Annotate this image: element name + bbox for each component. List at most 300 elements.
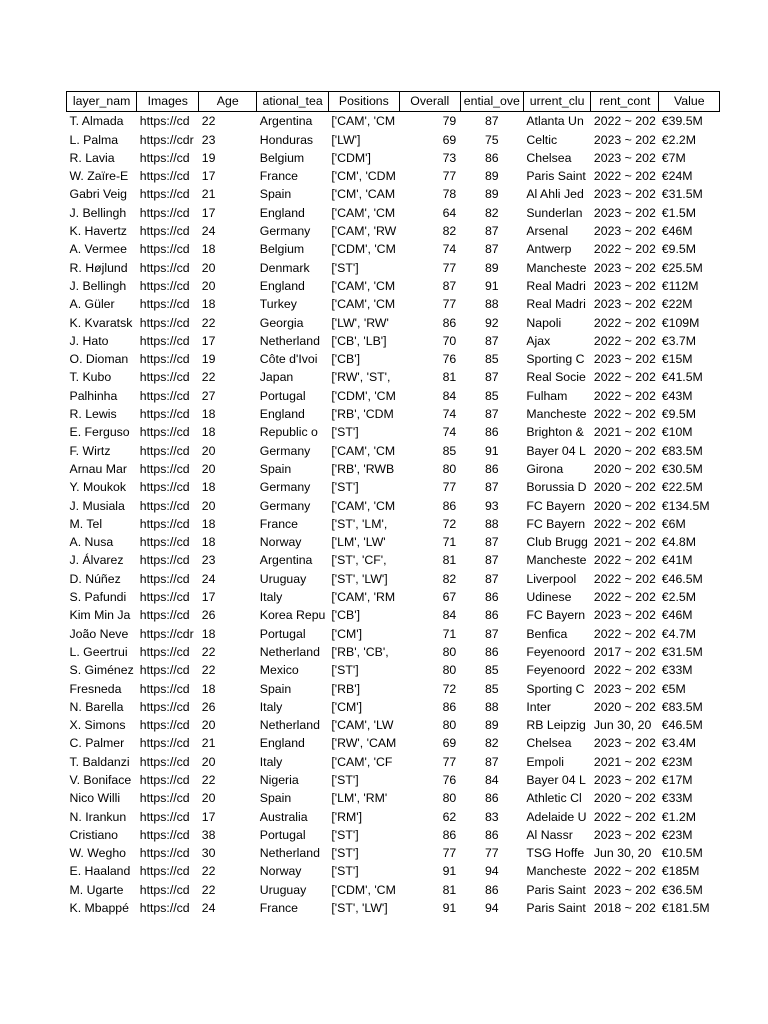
- current-contract-cell[interactable]: 2022 ~ 202: [593, 315, 656, 330]
- potential-overall-cell[interactable]: 87: [484, 535, 499, 550]
- age-cell[interactable]: 22: [201, 772, 216, 787]
- national-team-cell[interactable]: Korea Repu: [259, 608, 326, 623]
- positions-cell[interactable]: ['CAM', 'CM: [331, 443, 396, 458]
- value-cell[interactable]: €112M: [661, 278, 699, 293]
- column-header-player-name[interactable]: layer_nam: [67, 92, 137, 112]
- positions-cell[interactable]: ['RM']: [331, 809, 363, 824]
- player-name-cell[interactable]: L. Geertrui: [69, 644, 128, 659]
- images-cell[interactable]: https://cd: [139, 169, 190, 184]
- positions-cell[interactable]: ['CM', 'CDM: [331, 169, 396, 184]
- positions-cell[interactable]: ['CAM', 'CM: [331, 297, 396, 312]
- national-team-cell[interactable]: Italy: [259, 699, 283, 714]
- age-cell[interactable]: 17: [201, 809, 216, 824]
- images-cell[interactable]: https://cd: [139, 315, 190, 330]
- potential-overall-cell[interactable]: 88: [484, 297, 499, 312]
- images-cell[interactable]: https://cd: [139, 772, 190, 787]
- current-club-cell[interactable]: Adelaide U: [526, 809, 587, 824]
- age-cell[interactable]: 18: [201, 516, 216, 531]
- images-cell[interactable]: https://cd: [139, 718, 190, 733]
- player-name-cell[interactable]: T. Kubo: [69, 370, 112, 385]
- value-cell[interactable]: €46.5M: [661, 718, 703, 733]
- current-club-cell[interactable]: Real Madri: [526, 297, 586, 312]
- current-contract-cell[interactable]: 2022 ~ 202: [593, 114, 656, 129]
- player-name-cell[interactable]: W. Zaïre-E: [69, 169, 129, 184]
- images-cell[interactable]: https://cd: [139, 827, 190, 842]
- positions-cell[interactable]: ['CAM', 'LW: [331, 718, 394, 733]
- column-header-value[interactable]: Value: [659, 92, 720, 112]
- current-club-cell[interactable]: Paris Saint: [526, 882, 586, 897]
- age-cell[interactable]: 20: [201, 278, 216, 293]
- current-club-cell[interactable]: Club Brugg: [526, 535, 588, 550]
- positions-cell[interactable]: ['CAM', 'RW: [331, 224, 397, 239]
- age-cell[interactable]: 22: [201, 315, 216, 330]
- overall-cell[interactable]: 77: [442, 297, 457, 312]
- national-team-cell[interactable]: Spain: [259, 187, 292, 202]
- images-cell[interactable]: https://cd: [139, 663, 190, 678]
- overall-cell[interactable]: 72: [442, 681, 457, 696]
- positions-cell[interactable]: ['ST', 'LW']: [331, 901, 388, 916]
- current-club-cell[interactable]: Al Nassr: [526, 827, 573, 842]
- images-cell[interactable]: https://cd: [139, 846, 190, 861]
- value-cell[interactable]: €33M: [661, 791, 693, 806]
- potential-overall-cell[interactable]: 87: [484, 242, 499, 257]
- age-cell[interactable]: 22: [201, 114, 216, 129]
- value-cell[interactable]: €9.5M: [661, 407, 696, 422]
- current-club-cell[interactable]: Sporting C: [526, 681, 585, 696]
- age-cell[interactable]: 17: [201, 205, 216, 220]
- player-name-cell[interactable]: S. Giménez: [69, 663, 134, 678]
- potential-overall-cell[interactable]: 84: [484, 772, 499, 787]
- potential-overall-cell[interactable]: 93: [484, 498, 499, 513]
- player-name-cell[interactable]: A. Vermee: [69, 242, 127, 257]
- age-cell[interactable]: 24: [201, 901, 216, 916]
- images-cell[interactable]: https://cd: [139, 882, 190, 897]
- overall-cell[interactable]: 69: [442, 736, 457, 751]
- current-contract-cell[interactable]: 2022 ~ 202: [593, 169, 656, 184]
- national-team-cell[interactable]: England: [259, 736, 305, 751]
- column-header-current-club[interactable]: urrent_clu: [523, 92, 591, 112]
- national-team-cell[interactable]: Nigeria: [259, 772, 299, 787]
- positions-cell[interactable]: ['CDM', 'CM: [331, 388, 396, 403]
- national-team-cell[interactable]: England: [259, 407, 305, 422]
- positions-cell[interactable]: ['ST']: [331, 480, 359, 495]
- positions-cell[interactable]: ['CAM', 'CM: [331, 205, 396, 220]
- positions-cell[interactable]: ['CAM', 'CM: [331, 114, 396, 129]
- potential-overall-cell[interactable]: 86: [484, 827, 499, 842]
- column-header-positions[interactable]: Positions: [328, 92, 399, 112]
- age-cell[interactable]: 23: [201, 553, 216, 568]
- age-cell[interactable]: 18: [201, 242, 216, 257]
- overall-cell[interactable]: 78: [442, 187, 457, 202]
- overall-cell[interactable]: 71: [442, 626, 457, 641]
- potential-overall-cell[interactable]: 88: [484, 516, 499, 531]
- overall-cell[interactable]: 84: [442, 388, 457, 403]
- current-contract-cell[interactable]: 2022 ~ 202: [593, 370, 656, 385]
- images-cell[interactable]: https://cd: [139, 571, 190, 586]
- overall-cell[interactable]: 72: [442, 516, 457, 531]
- player-name-cell[interactable]: E. Ferguso: [69, 425, 130, 440]
- age-cell[interactable]: 22: [201, 864, 216, 879]
- age-cell[interactable]: 38: [201, 827, 216, 842]
- current-club-cell[interactable]: Real Madri: [526, 278, 586, 293]
- value-cell[interactable]: €83.5M: [661, 443, 703, 458]
- column-header-images[interactable]: Images: [137, 92, 199, 112]
- value-cell[interactable]: €39.5M: [661, 114, 703, 129]
- positions-cell[interactable]: ['RB', 'RWB: [331, 461, 395, 476]
- potential-overall-cell[interactable]: 82: [484, 205, 499, 220]
- value-cell[interactable]: €3.7M: [661, 333, 696, 348]
- overall-cell[interactable]: 62: [442, 809, 457, 824]
- player-name-cell[interactable]: Fresneda: [69, 681, 122, 696]
- current-contract-cell[interactable]: 2020 ~ 202: [593, 498, 656, 513]
- player-name-cell[interactable]: M. Tel: [69, 516, 103, 531]
- potential-overall-cell[interactable]: 83: [484, 809, 499, 824]
- current-contract-cell[interactable]: 2022 ~ 202: [593, 590, 656, 605]
- value-cell[interactable]: €1.5M: [661, 205, 696, 220]
- age-cell[interactable]: 18: [201, 407, 216, 422]
- images-cell[interactable]: https://cd: [139, 333, 190, 348]
- age-cell[interactable]: 21: [201, 187, 216, 202]
- positions-cell[interactable]: ['ST', 'LW']: [331, 571, 388, 586]
- images-cell[interactable]: https://cd: [139, 443, 190, 458]
- national-team-cell[interactable]: Belgium: [259, 242, 305, 257]
- national-team-cell[interactable]: Côte d'Ivoi: [259, 352, 318, 367]
- images-cell[interactable]: https://cd: [139, 205, 190, 220]
- positions-cell[interactable]: ['RB', 'CDM: [331, 407, 394, 422]
- current-club-cell[interactable]: Paris Saint: [526, 901, 586, 916]
- current-contract-cell[interactable]: 2023 ~ 202: [593, 187, 656, 202]
- national-team-cell[interactable]: France: [259, 169, 299, 184]
- player-name-cell[interactable]: K. Kvaratsk: [69, 315, 133, 330]
- images-cell[interactable]: https://cd: [139, 590, 190, 605]
- age-cell[interactable]: 20: [201, 498, 216, 513]
- column-header-overall[interactable]: Overall: [399, 92, 460, 112]
- current-contract-cell[interactable]: 2022 ~ 202: [593, 663, 656, 678]
- player-name-cell[interactable]: A. Nusa: [69, 535, 114, 550]
- current-club-cell[interactable]: FC Bayern: [526, 608, 586, 623]
- national-team-cell[interactable]: England: [259, 278, 305, 293]
- age-cell[interactable]: 20: [201, 461, 216, 476]
- value-cell[interactable]: €185M: [661, 864, 700, 879]
- potential-overall-cell[interactable]: 86: [484, 590, 499, 605]
- overall-cell[interactable]: 84: [442, 608, 457, 623]
- value-cell[interactable]: €10.5M: [661, 846, 703, 861]
- player-name-cell[interactable]: L. Palma: [69, 132, 119, 147]
- age-cell[interactable]: 20: [201, 260, 216, 275]
- images-cell[interactable]: https://cd: [139, 516, 190, 531]
- player-name-cell[interactable]: Kim Min Ja: [69, 608, 131, 623]
- age-cell[interactable]: 17: [201, 590, 216, 605]
- positions-cell[interactable]: ['RB']: [331, 681, 361, 696]
- value-cell[interactable]: €2.5M: [661, 590, 696, 605]
- overall-cell[interactable]: 74: [442, 407, 457, 422]
- positions-cell[interactable]: ['ST', 'CF',: [331, 553, 387, 568]
- age-cell[interactable]: 21: [201, 736, 216, 751]
- current-contract-cell[interactable]: 2023 ~ 202: [593, 132, 656, 147]
- images-cell[interactable]: https://cd: [139, 901, 190, 916]
- player-name-cell[interactable]: J. Álvarez: [69, 553, 124, 568]
- images-cell[interactable]: https://cd: [139, 553, 190, 568]
- national-team-cell[interactable]: Italy: [259, 590, 283, 605]
- overall-cell[interactable]: 80: [442, 791, 457, 806]
- potential-overall-cell[interactable]: 94: [484, 901, 499, 916]
- positions-cell[interactable]: ['ST']: [331, 864, 359, 879]
- national-team-cell[interactable]: France: [259, 516, 299, 531]
- national-team-cell[interactable]: Netherland: [259, 846, 320, 861]
- age-cell[interactable]: 26: [201, 699, 216, 714]
- player-name-cell[interactable]: J. Bellingh: [69, 278, 127, 293]
- current-contract-cell[interactable]: 2023 ~ 202: [593, 352, 656, 367]
- current-contract-cell[interactable]: 2022 ~ 202: [593, 516, 656, 531]
- current-contract-cell[interactable]: 2023 ~ 202: [593, 150, 656, 165]
- player-name-cell[interactable]: R. Lewis: [69, 407, 117, 422]
- player-name-cell[interactable]: R. Højlund: [69, 260, 128, 275]
- national-team-cell[interactable]: England: [259, 205, 305, 220]
- potential-overall-cell[interactable]: 85: [484, 352, 499, 367]
- overall-cell[interactable]: 81: [442, 370, 457, 385]
- potential-overall-cell[interactable]: 85: [484, 681, 499, 696]
- potential-overall-cell[interactable]: 94: [484, 864, 499, 879]
- positions-cell[interactable]: ['CM']: [331, 699, 363, 714]
- value-cell[interactable]: €41.5M: [661, 370, 703, 385]
- positions-cell[interactable]: ['ST']: [331, 772, 359, 787]
- images-cell[interactable]: https://cdr: [139, 626, 194, 641]
- images-cell[interactable]: https://cd: [139, 150, 190, 165]
- age-cell[interactable]: 22: [201, 663, 216, 678]
- player-name-cell[interactable]: Gabri Veig: [69, 187, 127, 202]
- images-cell[interactable]: https://cd: [139, 480, 190, 495]
- current-contract-cell[interactable]: 2020 ~ 202: [593, 461, 656, 476]
- positions-cell[interactable]: ['RW', 'CAM: [331, 736, 397, 751]
- current-club-cell[interactable]: Arsenal: [526, 224, 569, 239]
- national-team-cell[interactable]: Honduras: [259, 132, 314, 147]
- column-header-national-team[interactable]: ational_tea: [257, 92, 329, 112]
- current-club-cell[interactable]: Al Ahli Jed: [526, 187, 584, 202]
- player-name-cell[interactable]: N. Irankun: [69, 809, 127, 824]
- current-club-cell[interactable]: Mancheste: [526, 553, 587, 568]
- positions-cell[interactable]: ['ST']: [331, 425, 359, 440]
- current-contract-cell[interactable]: 2023 ~ 202: [593, 608, 656, 623]
- images-cell[interactable]: https://cd: [139, 242, 190, 257]
- current-club-cell[interactable]: TSG Hoffe: [526, 846, 585, 861]
- national-team-cell[interactable]: Uruguay: [259, 882, 307, 897]
- national-team-cell[interactable]: Spain: [259, 791, 292, 806]
- images-cell[interactable]: https://cd: [139, 699, 190, 714]
- overall-cell[interactable]: 82: [442, 224, 457, 239]
- current-club-cell[interactable]: Ajax: [526, 333, 551, 348]
- value-cell[interactable]: €6M: [661, 516, 686, 531]
- images-cell[interactable]: https://cd: [139, 736, 190, 751]
- images-cell[interactable]: https://cd: [139, 681, 190, 696]
- age-cell[interactable]: 19: [201, 352, 216, 367]
- images-cell[interactable]: https://cdr: [139, 132, 194, 147]
- images-cell[interactable]: https://cd: [139, 187, 190, 202]
- value-cell[interactable]: €5M: [661, 681, 686, 696]
- national-team-cell[interactable]: France: [259, 901, 299, 916]
- overall-cell[interactable]: 73: [442, 150, 457, 165]
- national-team-cell[interactable]: Germany: [259, 480, 311, 495]
- current-contract-cell[interactable]: 2022 ~ 202: [593, 407, 656, 422]
- potential-overall-cell[interactable]: 87: [484, 224, 499, 239]
- positions-cell[interactable]: ['ST']: [331, 260, 359, 275]
- current-club-cell[interactable]: Atlanta Un: [526, 114, 584, 129]
- current-club-cell[interactable]: Sunderlan: [526, 205, 583, 220]
- current-club-cell[interactable]: Chelsea: [526, 150, 572, 165]
- player-name-cell[interactable]: W. Wegho: [69, 846, 127, 861]
- age-cell[interactable]: 18: [201, 626, 216, 641]
- images-cell[interactable]: https://cd: [139, 535, 190, 550]
- current-contract-cell[interactable]: 2017 ~ 202: [593, 644, 656, 659]
- player-name-cell[interactable]: M. Ugarte: [69, 882, 124, 897]
- national-team-cell[interactable]: Uruguay: [259, 571, 307, 586]
- current-contract-cell[interactable]: 2021 ~ 202: [593, 535, 656, 550]
- overall-cell[interactable]: 77: [442, 169, 457, 184]
- player-name-cell[interactable]: Cristiano: [69, 827, 119, 842]
- potential-overall-cell[interactable]: 86: [484, 150, 499, 165]
- national-team-cell[interactable]: Japan: [259, 370, 294, 385]
- player-name-cell[interactable]: R. Lavia: [69, 150, 115, 165]
- potential-overall-cell[interactable]: 87: [484, 480, 499, 495]
- value-cell[interactable]: €46M: [661, 608, 693, 623]
- positions-cell[interactable]: ['LM', 'RM': [331, 791, 388, 806]
- current-contract-cell[interactable]: 2021 ~ 202: [593, 425, 656, 440]
- age-cell[interactable]: 18: [201, 480, 216, 495]
- images-cell[interactable]: https://cd: [139, 809, 190, 824]
- potential-overall-cell[interactable]: 82: [484, 736, 499, 751]
- overall-cell[interactable]: 80: [442, 644, 457, 659]
- column-header-potential-overall[interactable]: ential_ove: [460, 92, 523, 112]
- overall-cell[interactable]: 82: [442, 571, 457, 586]
- national-team-cell[interactable]: Portugal: [259, 388, 306, 403]
- national-team-cell[interactable]: Spain: [259, 681, 292, 696]
- overall-cell[interactable]: 91: [442, 864, 457, 879]
- value-cell[interactable]: €25.5M: [661, 260, 703, 275]
- age-cell[interactable]: 18: [201, 425, 216, 440]
- current-contract-cell[interactable]: 2020 ~ 202: [593, 480, 656, 495]
- positions-cell[interactable]: ['CB']: [331, 352, 361, 367]
- current-club-cell[interactable]: Fulham: [526, 388, 568, 403]
- column-header-age[interactable]: Age: [199, 92, 257, 112]
- images-cell[interactable]: https://cd: [139, 425, 190, 440]
- national-team-cell[interactable]: Italy: [259, 754, 283, 769]
- current-contract-cell[interactable]: 2020 ~ 202: [593, 443, 656, 458]
- national-team-cell[interactable]: Portugal: [259, 827, 306, 842]
- overall-cell[interactable]: 80: [442, 718, 457, 733]
- value-cell[interactable]: €23M: [661, 754, 693, 769]
- images-cell[interactable]: https://cd: [139, 407, 190, 422]
- current-club-cell[interactable]: RB Leipzig: [526, 718, 586, 733]
- potential-overall-cell[interactable]: 86: [484, 791, 499, 806]
- age-cell[interactable]: 17: [201, 333, 216, 348]
- images-cell[interactable]: https://cd: [139, 352, 190, 367]
- national-team-cell[interactable]: Norway: [259, 864, 302, 879]
- positions-cell[interactable]: ['CB', 'LB']: [331, 333, 387, 348]
- positions-cell[interactable]: ['RW', 'ST',: [331, 370, 391, 385]
- player-name-cell[interactable]: V. Boniface: [69, 772, 132, 787]
- current-contract-cell[interactable]: 2023 ~ 202: [593, 882, 656, 897]
- current-contract-cell[interactable]: 2023 ~ 202: [593, 278, 656, 293]
- overall-cell[interactable]: 71: [442, 535, 457, 550]
- overall-cell[interactable]: 64: [442, 205, 457, 220]
- current-contract-cell[interactable]: 2023 ~ 202: [593, 736, 656, 751]
- potential-overall-cell[interactable]: 87: [484, 370, 499, 385]
- potential-overall-cell[interactable]: 87: [484, 333, 499, 348]
- overall-cell[interactable]: 81: [442, 882, 457, 897]
- current-contract-cell[interactable]: 2022 ~ 202: [593, 388, 656, 403]
- potential-overall-cell[interactable]: 75: [484, 132, 499, 147]
- player-name-cell[interactable]: Palhinha: [69, 388, 118, 403]
- potential-overall-cell[interactable]: 87: [484, 553, 499, 568]
- value-cell[interactable]: €109M: [661, 315, 700, 330]
- potential-overall-cell[interactable]: 87: [484, 114, 499, 129]
- current-contract-cell[interactable]: 2022 ~ 202: [593, 571, 656, 586]
- overall-cell[interactable]: 80: [442, 461, 457, 476]
- current-contract-cell[interactable]: 2020 ~ 202: [593, 699, 656, 714]
- current-club-cell[interactable]: Brighton &: [526, 425, 584, 440]
- current-club-cell[interactable]: Chelsea: [526, 736, 572, 751]
- value-cell[interactable]: €3.4M: [661, 736, 696, 751]
- current-contract-cell[interactable]: 2023 ~ 202: [593, 827, 656, 842]
- potential-overall-cell[interactable]: 91: [484, 443, 499, 458]
- value-cell[interactable]: €4.7M: [661, 626, 696, 641]
- player-name-cell[interactable]: T. Baldanzi: [69, 754, 130, 769]
- player-name-cell[interactable]: K. Havertz: [69, 224, 127, 239]
- player-name-cell[interactable]: T. Almada: [69, 114, 124, 129]
- potential-overall-cell[interactable]: 89: [484, 169, 499, 184]
- value-cell[interactable]: €181.5M: [661, 901, 710, 916]
- images-cell[interactable]: https://cd: [139, 864, 190, 879]
- overall-cell[interactable]: 77: [442, 846, 457, 861]
- national-team-cell[interactable]: Mexico: [259, 663, 299, 678]
- images-cell[interactable]: https://cd: [139, 370, 190, 385]
- images-cell[interactable]: https://cd: [139, 791, 190, 806]
- age-cell[interactable]: 19: [201, 150, 216, 165]
- national-team-cell[interactable]: Germany: [259, 224, 311, 239]
- current-contract-cell[interactable]: 2022 ~ 202: [593, 864, 656, 879]
- national-team-cell[interactable]: Australia: [259, 809, 308, 824]
- player-name-cell[interactable]: Y. Moukok: [69, 480, 127, 495]
- player-name-cell[interactable]: E. Haaland: [69, 864, 131, 879]
- positions-cell[interactable]: ['CDM']: [331, 150, 371, 165]
- positions-cell[interactable]: ['CAM', 'RM: [331, 590, 396, 605]
- age-cell[interactable]: 20: [201, 754, 216, 769]
- age-cell[interactable]: 24: [201, 571, 216, 586]
- age-cell[interactable]: 30: [201, 846, 216, 861]
- current-club-cell[interactable]: Antwerp: [526, 242, 572, 257]
- current-contract-cell[interactable]: 2021 ~ 202: [593, 754, 656, 769]
- positions-cell[interactable]: ['CAM', 'CM: [331, 498, 396, 513]
- value-cell[interactable]: €43M: [661, 388, 693, 403]
- age-cell[interactable]: 22: [201, 882, 216, 897]
- national-team-cell[interactable]: Belgium: [259, 150, 305, 165]
- value-cell[interactable]: €17M: [661, 772, 693, 787]
- positions-cell[interactable]: ['LM', 'LW': [331, 535, 386, 550]
- potential-overall-cell[interactable]: 92: [484, 315, 499, 330]
- age-cell[interactable]: 20: [201, 791, 216, 806]
- current-contract-cell[interactable]: 2022 ~ 202: [593, 809, 656, 824]
- current-club-cell[interactable]: Real Socie: [526, 370, 586, 385]
- images-cell[interactable]: https://cd: [139, 388, 190, 403]
- positions-cell[interactable]: ['CM', 'CAM: [331, 187, 396, 202]
- current-club-cell[interactable]: Udinese: [526, 590, 572, 605]
- age-cell[interactable]: 18: [201, 535, 216, 550]
- potential-overall-cell[interactable]: 86: [484, 461, 499, 476]
- age-cell[interactable]: 22: [201, 644, 216, 659]
- current-club-cell[interactable]: FC Bayern: [526, 516, 586, 531]
- images-cell[interactable]: https://cd: [139, 498, 190, 513]
- potential-overall-cell[interactable]: 89: [484, 187, 499, 202]
- current-contract-cell[interactable]: 2023 ~ 202: [593, 224, 656, 239]
